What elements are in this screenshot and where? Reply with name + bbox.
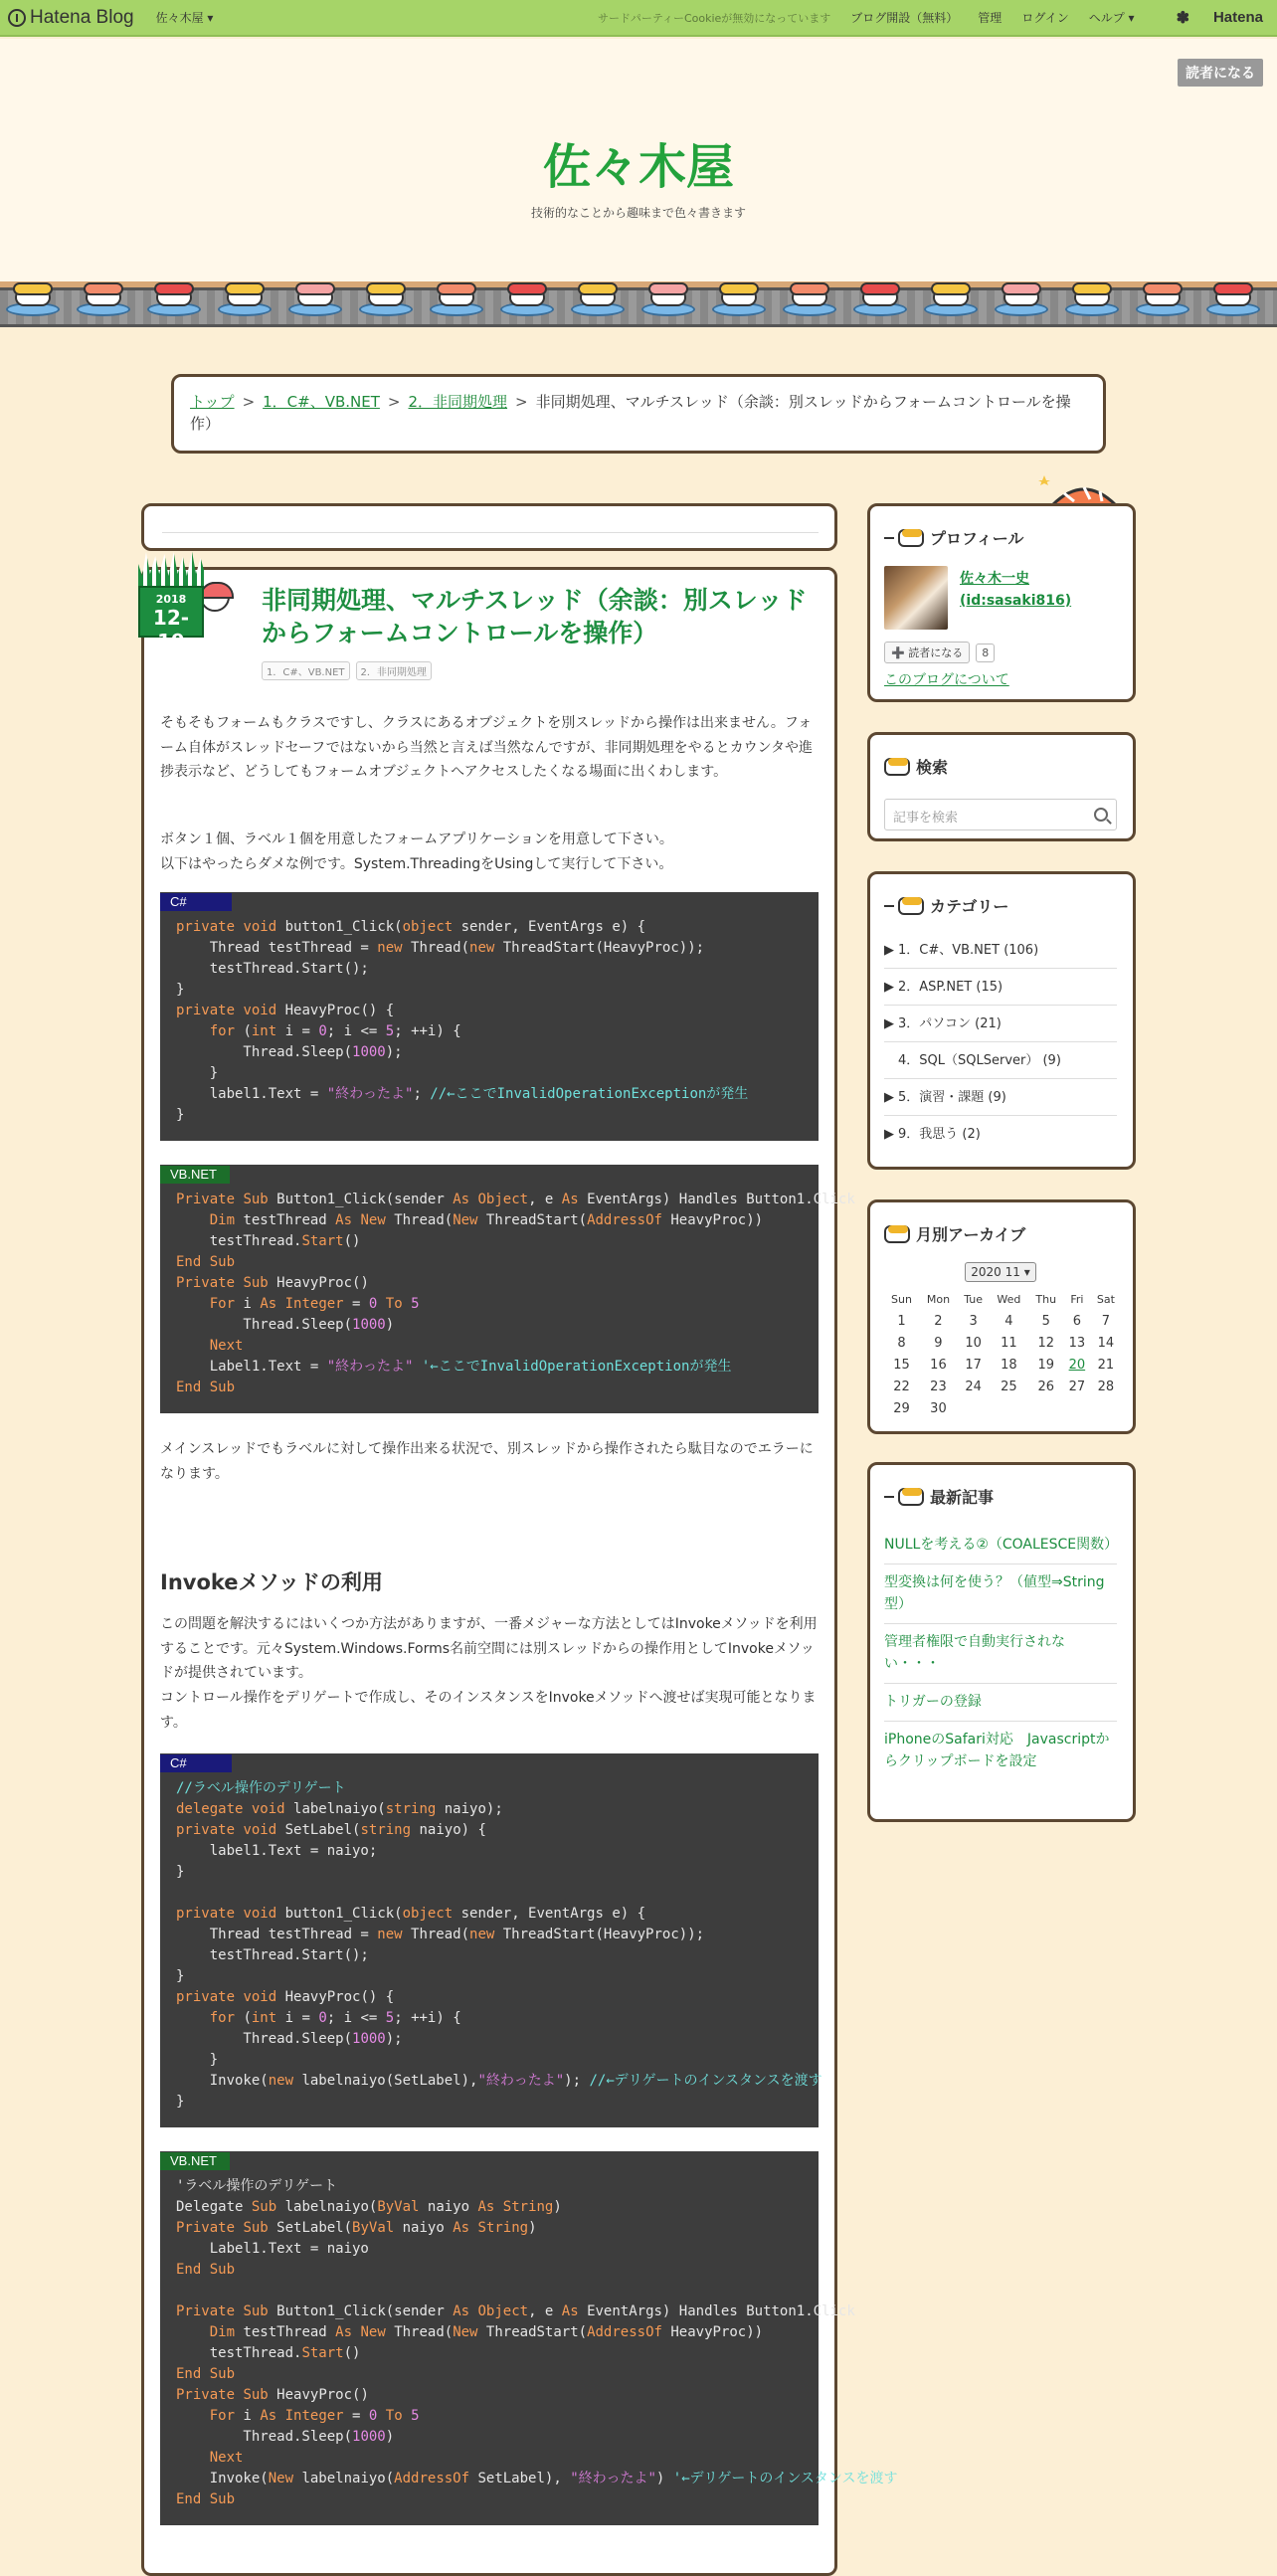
calendar-day: 1: [897, 1313, 906, 1329]
sushi-plate-icon: [1136, 282, 1189, 310]
profile-module: [867, 503, 1136, 702]
calendar-weekday: Wed: [997, 1292, 1021, 1306]
code-body: 'ラベル操作のデリゲート Delegate Sub labelnaiyo(ByVal naiyo As String) Private Sub SetLabel(ByVal naiyo As String) Label1.Text = naiyo End Sub Private Sub Button1_Click(sender As Object, e As EventArgs) Handles Button1.Click Dim testThread As New Thread(New ThreadStart(AddressOf HeavyProc)) testThread.Start() End Sub Private Sub HeavyProc() For i As Integer = 0 To 5 Thread.Sleep(1000) Next Invoke(New labelnaiyo(AddressOf SetLabel), "終わったよ") '←デリゲートのインスタンスを渡す End Sub: [176, 2178, 898, 2507]
sushi-plate-icon: [783, 282, 836, 310]
title-dash: [884, 1496, 894, 1498]
sushi-plate-icon: [147, 282, 201, 310]
sushi-plate-icon: [571, 282, 625, 310]
hatena-topbar: [0, 0, 1277, 37]
calendar-day: [1028, 1397, 1063, 1419]
section-heading: Invokeメソッドの利用: [160, 1570, 383, 1594]
category-tag[interactable]: 1．C#、VB.NET: [262, 661, 350, 680]
archive-calendar: [884, 1288, 1121, 1419]
category-label: 9．我思う (2): [898, 1127, 981, 1142]
calendar-day: 5: [1041, 1313, 1050, 1329]
calendar-day: 25: [1001, 1379, 1017, 1394]
sushi-plate-icon: [712, 282, 766, 310]
calendar-day: [989, 1397, 1028, 1419]
sushi-plate-icon: [430, 282, 483, 310]
recent-post-link[interactable]: iPhoneのSafari対応 Javascriptからクリップボードを設定: [884, 1732, 1110, 1769]
module-title: [884, 1485, 1133, 1508]
calendar-day: 24: [965, 1379, 982, 1394]
title-dash: [884, 905, 894, 907]
calendar-weekday: Mon: [926, 1292, 951, 1306]
category-label: 2．ASP.NET (15): [898, 980, 1003, 995]
date-box: [138, 586, 204, 653]
archive-month-select[interactable]: 2020 11 ▾: [965, 1262, 1036, 1282]
expand-arrow-icon[interactable]: ▶: [884, 980, 894, 995]
calendar-day: 18: [1001, 1357, 1017, 1373]
breadcrumb-current: 非同期処理、マルチスレッド（余談：別スレッドからフォームコントロールを操作）: [190, 393, 1071, 433]
article-paragraph: 以下はやったらダメな例です。System.ThreadingをUsingして実行して下さい。: [160, 856, 673, 872]
calendar-weekday: Sun: [891, 1292, 912, 1306]
sushi-icon: [884, 1225, 910, 1243]
calendar-day: 3: [969, 1313, 978, 1329]
hatena-blog-logo[interactable]: [8, 7, 134, 29]
search-placeholder: 記事を検索: [893, 811, 959, 826]
calendar-day: 10: [965, 1335, 982, 1351]
calendar-day: 21: [1097, 1357, 1115, 1373]
category-item[interactable]: [884, 1079, 1117, 1116]
calendar-day: 29: [893, 1400, 910, 1416]
sushi-plate-icon: [853, 282, 907, 310]
subscribe-button[interactable]: ➕ 読者になる: [884, 642, 970, 663]
article-categories: [262, 661, 438, 680]
date-month-day: 12-19: [152, 606, 190, 653]
calendar-day: 27: [1068, 1379, 1086, 1394]
sushi-plate-icon: [500, 282, 554, 310]
code-body: //ラベル操作のデリゲート delegate void labelnaiyo(string naiyo); private void SetLabel(string naiyo) { label1.Text = naiyo; } private void button1_Click(object sender, EventArgs e) { Thread testThread = new Thread(new ThreadStart(HeavyProc)); testThread.Start(); } private void HeavyProc() { for (int i = 0; i <= 5; ++i) { Thread.Sleep(1000); } Invoke(new labelnaiyo(SetLabel),"終わったよ"); //←デリゲートのインスタンスを渡す }: [176, 1780, 822, 2110]
recent-post-link[interactable]: 管理者権限で自動実行されない・・・: [884, 1624, 1117, 1684]
code-language-label: C#: [160, 1754, 232, 1772]
search-input[interactable]: [884, 799, 1117, 830]
calendar-day: 13: [1068, 1335, 1086, 1351]
module-title: [884, 755, 1133, 778]
archive-module: [867, 1199, 1136, 1434]
blog-menu[interactable]: 佐々木屋 ▾: [155, 11, 214, 25]
category-item[interactable]: [884, 932, 1117, 969]
subscribe-button[interactable]: 読者になる: [1178, 59, 1263, 87]
login-link[interactable]: ログイン: [1021, 11, 1069, 25]
profile-title: プロフィール: [930, 529, 1024, 548]
blog-description: 技術的なことから趣味まで色々書きます: [530, 206, 746, 220]
code-block-csharp: [160, 892, 819, 1141]
article-paragraph: そもそもフォームもクラスですし、クラスにあるオブジェクトを別スレッドから操作は出来ません。フォーム自体がスレッドセーフではないから当然と言えば当然なんですが、非同期処理をやるとカウンタや進捗表示など、どうしてもフォームオブジェクトへアクセスしたくなる場面に出くわします。: [160, 715, 814, 780]
calendar-day: 26: [1037, 1379, 1055, 1394]
expand-arrow-icon[interactable]: ▶: [884, 1016, 894, 1031]
category-item[interactable]: [884, 969, 1117, 1006]
sushi-icon: [898, 529, 924, 547]
calendar-weekday: Tue: [964, 1292, 983, 1306]
date-year: 2018: [155, 593, 187, 606]
code-language-label: VB.NET: [160, 1166, 230, 1184]
expand-arrow-icon[interactable]: ▶: [884, 943, 894, 958]
recent-title: 最新記事: [930, 1488, 995, 1507]
sushi-icon: [898, 1488, 924, 1506]
category-label: 5．演習・課題 (9): [898, 1090, 1006, 1105]
calendar-day: 8: [897, 1335, 906, 1351]
calendar-day: 23: [930, 1379, 947, 1394]
category-label: 1．C#、VB.NET (106): [898, 943, 1039, 958]
sushi-plate-icon: [1206, 282, 1260, 310]
category-item[interactable]: [884, 1116, 1117, 1153]
sushi-plate-icon: [924, 282, 978, 310]
breadcrumb-category-2[interactable]: 2．非同期処理: [408, 393, 508, 411]
calendar-day: 9: [934, 1335, 943, 1351]
sushi-plate-icon: [359, 282, 413, 310]
category-tag[interactable]: 2．非同期処理: [356, 661, 432, 680]
code-block-csharp: [160, 1753, 822, 2127]
calendar-day-link[interactable]: 20: [1068, 1357, 1086, 1373]
code-language-label: VB.NET: [160, 2152, 230, 2170]
cookie-notice: サードパーティーCookieが無効になっています: [598, 11, 831, 25]
breadcrumb-separator: >: [242, 393, 256, 411]
calendar-day: 22: [893, 1379, 910, 1394]
calendar-day: 12: [1037, 1335, 1055, 1351]
calendar-day: 2: [934, 1313, 943, 1329]
category-label: 4．SQL（SQLServer） (9): [898, 1053, 1061, 1068]
breadcrumb-category-1[interactable]: 1．C#、VB.NET: [263, 393, 380, 411]
hatena-link[interactable]: [1157, 8, 1263, 28]
module-title: [884, 1222, 1133, 1245]
breadcrumb-separator: >: [515, 393, 528, 411]
expand-arrow-icon[interactable]: ▶: [884, 1090, 894, 1105]
code-block-vbnet: [160, 1165, 855, 1413]
help-menu[interactable]: ヘルプ ▾: [1088, 11, 1135, 25]
sushi-icon: [884, 758, 910, 776]
article-top-box: [141, 503, 837, 551]
profile-subscribe: [884, 642, 995, 663]
code-block-vbnet: [160, 2151, 898, 2525]
expand-arrow-icon[interactable]: ▶: [884, 1127, 894, 1142]
code-body: Private Sub Button1_Click(sender As Object, e As EventArgs) Handles Button1.Click Dim testThread As New Thread(New ThreadStart(AddressOf HeavyProc)) testThread.Start() End Sub Private Sub HeavyProc() For i As Integer = 0 To 5 Thread.Sleep(1000) Next Label1.Text = "終わったよ" '←ここでInvalidOperationExceptionが発生 End Sub: [176, 1192, 855, 1395]
recent-post-link[interactable]: NULLを考える②（COALESCE関数）: [884, 1527, 1117, 1564]
date-badge[interactable]: [138, 552, 208, 653]
article-paragraph: メインスレッドでもラベルに対して操作出来る状況で、別スレッドから操作されたら駄目なのでエラーになります。: [160, 1441, 814, 1482]
sushi-plate-icon: [1065, 282, 1119, 310]
category-title: カテゴリー: [930, 897, 1009, 916]
code-body: private void button1_Click(object sender, EventArgs e) { Thread testThread = new Thread(new ThreadStart(HeavyProc)); testThread.Start(); } private void HeavyProc() { for (int i = 0; i <= 5; ++i) { Thread.Sleep(1000); } label1.Text = "終わったよ"; //←ここでInvalidOperationExceptionが発生 }: [176, 919, 749, 1123]
calendar-day: [1091, 1397, 1121, 1419]
calendar-weekday: Fri: [1070, 1292, 1084, 1306]
subscriber-count: 8: [976, 644, 995, 662]
code-language-label: C#: [160, 893, 232, 911]
calendar-day: 19: [1037, 1357, 1055, 1373]
calendar-day: 11: [1001, 1335, 1017, 1351]
sushi-plate-icon: [995, 282, 1048, 310]
hatena-icon: ✽: [1176, 9, 1189, 27]
calendar-day: 4: [1004, 1313, 1013, 1329]
recent-posts-list: [884, 1527, 1117, 1780]
article-paragraph: この問題を解決するにはいくつか方法がありますが、一番メジャーな方法としてはInvokeメソッドを利用することです。元々System.Windows.Forms名前空間には別スレッドからの操作用としてInvokeメソッドが提供されています。: [160, 1616, 818, 1681]
search-icon[interactable]: [1094, 808, 1108, 822]
hatena-blog-logo-text: Hatena Blog: [30, 6, 134, 28]
blog-title[interactable]: 佐々木屋: [542, 139, 734, 195]
search-title: 検索: [916, 758, 949, 777]
category-list: [884, 932, 1117, 1153]
profile-name: 佐々木一史: [960, 571, 1029, 587]
profile-id: (id:sasaki816): [960, 593, 1072, 609]
recent-post-link[interactable]: 型変換は何を使う？（値型⇒String型）: [884, 1564, 1117, 1624]
title-dash: [884, 537, 894, 539]
calendar-day: 30: [930, 1400, 947, 1416]
sushi-icon: [898, 897, 924, 915]
about-blog-link[interactable]: このブログについて: [884, 672, 1009, 688]
category-label: 3．パソコン (21): [898, 1016, 1002, 1031]
calendar-day: [958, 1397, 989, 1419]
archive-title: 月別アーカイブ: [916, 1225, 1026, 1244]
calendar-day: 17: [965, 1357, 982, 1373]
search-module: [867, 732, 1136, 841]
article-title[interactable]: 非同期処理、マルチスレッド（余談：別スレッドからフォームコントロールを操作）: [262, 586, 808, 647]
calendar-day: 7: [1101, 1313, 1110, 1329]
sushi-plate-icon: [77, 282, 130, 310]
article: [141, 567, 898, 2576]
profile-name-link[interactable]: [960, 568, 1071, 612]
category-module: [867, 871, 1136, 1170]
blog-header: [0, 39, 1277, 287]
article-paragraph: コントロール操作をデリゲートで作成し、そのインスタンスをInvokeメソッドへ渡せば実現可能となります。: [160, 1690, 817, 1731]
hatena-logo-icon: [8, 9, 26, 27]
start-blog-link[interactable]: ブログ開設（無料）: [850, 11, 959, 25]
recent-posts-module: [867, 1462, 1136, 1822]
sushi-conveyor-belt: [0, 287, 1277, 327]
article-paragraph: ボタン１個、ラベル１個を用意したフォームアプリケーションを用意して下さい。: [160, 831, 673, 847]
breadcrumb-separator: >: [387, 393, 401, 411]
calendar-weekday: Sat: [1096, 1292, 1115, 1306]
calendar-day: 14: [1097, 1335, 1115, 1351]
breadcrumb: [171, 374, 1106, 454]
category-item[interactable]: [884, 1006, 1117, 1042]
sushi-plate-icon: [641, 282, 695, 310]
module-title: [884, 894, 1133, 917]
calendar-day: 28: [1097, 1379, 1115, 1394]
calendar-weekday: Thu: [1035, 1292, 1057, 1306]
sushi-plate-icon: [218, 282, 272, 310]
sushi-decoration-icon: [200, 582, 230, 612]
sushi-plate-icon: [288, 282, 342, 310]
calendar-day: 16: [930, 1357, 947, 1373]
sushi-plate-icon: [6, 282, 60, 310]
divider: [162, 532, 819, 533]
recent-post-link[interactable]: トリガーの登録: [884, 1684, 1117, 1722]
hatena-link-label: Hatena: [1212, 9, 1263, 26]
manage-link[interactable]: 管理: [978, 11, 1003, 25]
avatar[interactable]: [884, 566, 948, 630]
calendar-day: 15: [893, 1357, 910, 1373]
breadcrumb-top[interactable]: トップ: [190, 393, 235, 411]
category-item[interactable]: [884, 1042, 1117, 1079]
calendar-day: [1063, 1397, 1091, 1419]
calendar-day: 6: [1072, 1313, 1082, 1329]
module-title: [884, 526, 1133, 549]
